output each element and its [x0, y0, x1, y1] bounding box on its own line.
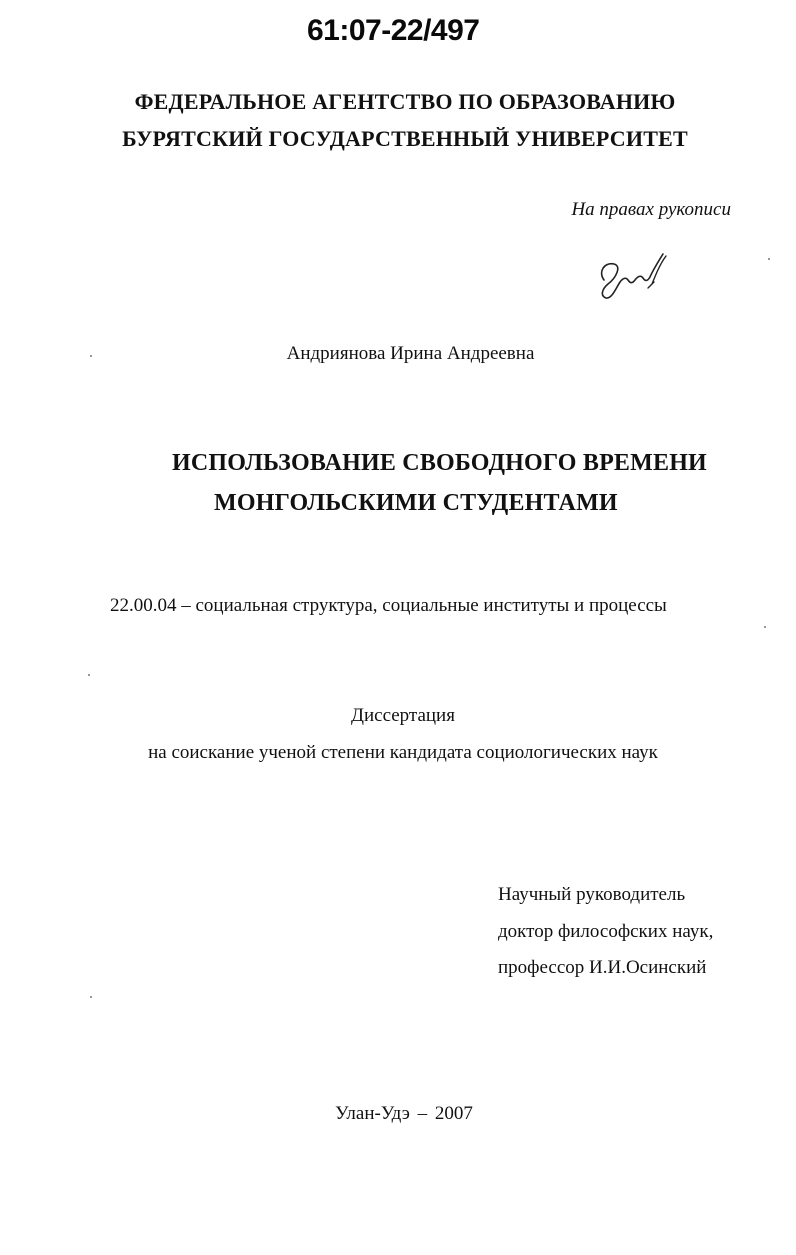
scan-speck: [764, 626, 766, 628]
agency-heading: ФЕДЕРАЛЬНОЕ АГЕНТСТВО ПО ОБРАЗОВАНИЮ: [134, 89, 676, 114]
document-type: Диссертация: [351, 705, 455, 726]
supervisor-degree: доктор философских наук,: [498, 921, 714, 942]
scan-speck: [90, 355, 92, 357]
degree-description: на соискание ученой степени кандидата социологических наук: [148, 742, 658, 763]
scan-speck: [88, 674, 90, 676]
dissertation-title-line-1: ИСПОЛЬЗОВАНИЕ СВОБОДНОГО ВРЕМЕНИ: [172, 450, 707, 476]
archive-code: 61:07-22/497: [307, 14, 480, 47]
supervisor-name: профессор И.И.Осинский: [498, 957, 707, 978]
handwritten-signature: [590, 244, 680, 304]
supervisor-role: Научный руководитель: [498, 884, 686, 905]
manuscript-note: На правах рукописи: [571, 199, 731, 220]
scan-speck: [768, 258, 770, 260]
author-name: Андриянова Ирина Андреевна: [286, 343, 535, 364]
place-and-year: Улан-Удэ – 2007: [335, 1103, 473, 1124]
scan-speck: [90, 996, 92, 998]
university-heading: БУРЯТСКИЙ ГОСУДАРСТВЕННЫЙ УНИВЕРСИТЕТ: [122, 126, 688, 151]
dissertation-title-line-2: МОНГОЛЬСКИМИ СТУДЕНТАМИ: [214, 490, 618, 516]
specialty-code: 22.00.04 – социальная структура, социальные институты и процессы: [110, 595, 667, 616]
